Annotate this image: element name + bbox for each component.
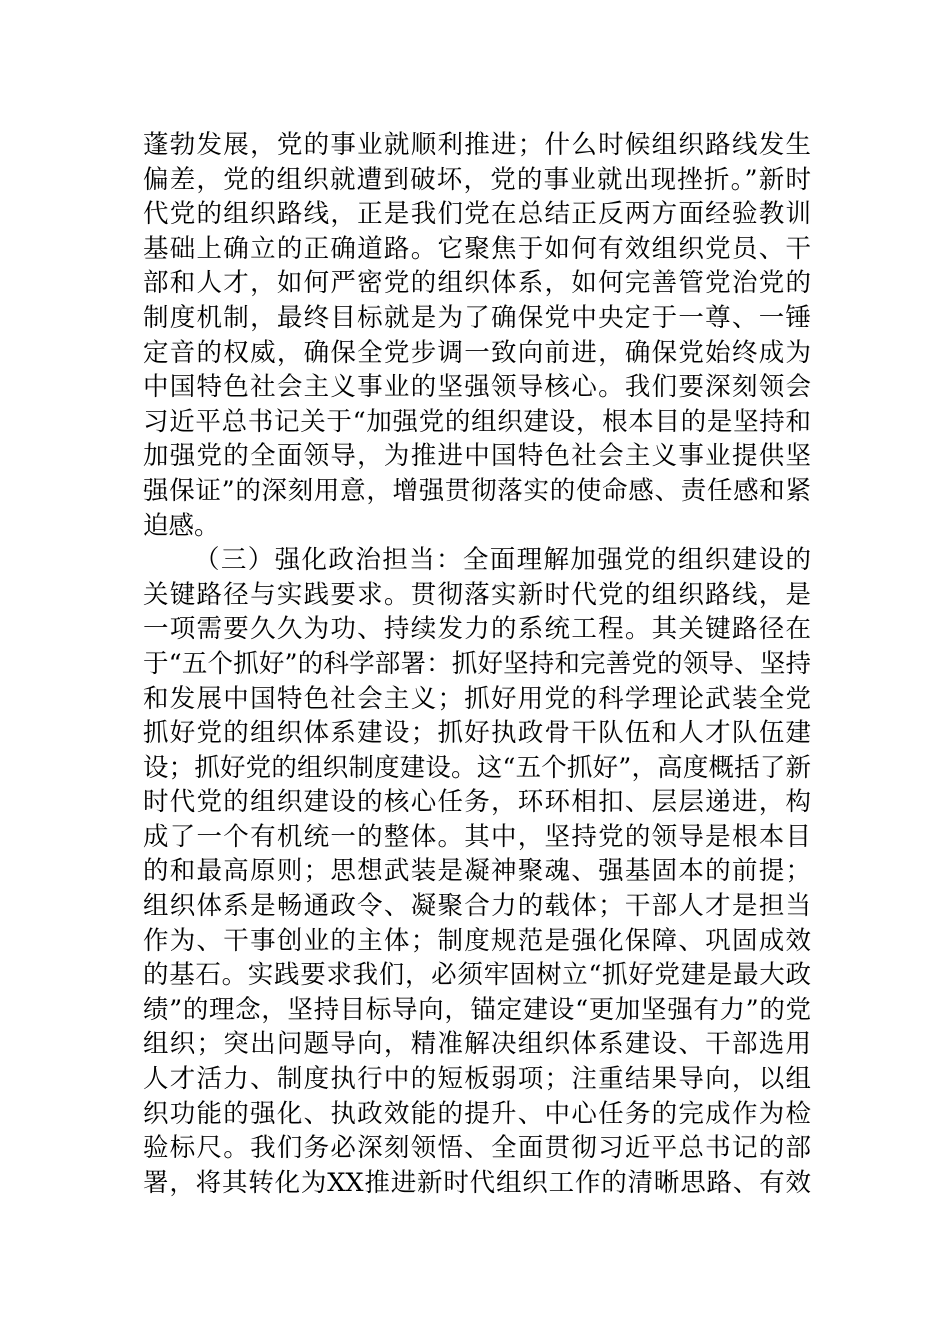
text-line: 署，将其转化为XX推进新时代组织工作的清晰思路、有效	[143, 1167, 811, 1198]
text-line: 代党的组织路线，正是我们党在总结正反两方面经验教训	[143, 199, 811, 230]
text-line: 成了一个有机统一的整体。其中，坚持党的领导是根本目	[143, 821, 811, 852]
text-line: 迫感。	[143, 510, 220, 541]
text-line: 抓好党的组织体系建设；抓好执政骨干队伍和人才队伍建	[143, 718, 811, 749]
text-line: 于“五个抓好”的科学部署：抓好坚持和完善党的领导、坚持	[143, 648, 811, 679]
text-line: 验标尺。我们务必深刻领悟、全面贯彻习近平总书记的部	[143, 1133, 811, 1164]
text-line: 制度机制，最终目标就是为了确保党中央定于一尊、一锤	[143, 302, 811, 333]
text-line: 的基石。实践要求我们，必须牢固树立“抓好党建是最大政	[143, 960, 811, 991]
text-line: 织功能的强化、执政效能的提升、中心任务的完成作为检	[143, 1098, 811, 1129]
text-line: 加强党的全面领导，为推进中国特色社会主义事业提供坚	[143, 441, 811, 472]
text-line: 的和最高原则；思想武装是凝神聚魂、强基固本的前提；	[143, 856, 811, 887]
text-line: 组织；突出问题导向，精准解决组织体系建设、干部选用	[143, 1029, 811, 1060]
text-line: 关键路径与实践要求。贯彻落实新时代党的组织路线，是	[143, 579, 811, 610]
text-line: 部和人才，如何严密党的组织体系，如何完善管党治党的	[143, 268, 811, 299]
text-line: 组织体系是畅通政令、凝聚合力的载体；干部人才是担当	[143, 891, 811, 922]
text-line: 人才活力、制度执行中的短板弱项；注重结果导向，以组	[143, 1064, 811, 1095]
text-line: 绩”的理念，坚持目标导向，锚定建设“更加坚强有力”的党	[143, 994, 811, 1025]
body-text	[143, 128, 811, 1200]
text-line: 中国特色社会主义事业的坚强领导核心。我们要深刻领会	[143, 372, 811, 403]
text-line: 定音的权威，确保全党步调一致向前进，确保党始终成为	[143, 337, 811, 368]
text-line: 作为、干事创业的主体；制度规范是强化保障、巩固成效	[143, 925, 811, 956]
text-line: 蓬勃发展，党的事业就顺利推进；什么时候组织路线发生	[143, 130, 811, 160]
text-line: 强保证”的深刻用意，增强贯彻落实的使命感、责任感和紧	[143, 475, 811, 506]
text-line: 时代党的组织建设的核心任务，环环相扣、层层递进，构	[143, 787, 811, 818]
section-heading-line: （三）强化政治担当：全面理解加强党的组织建设的	[194, 545, 811, 576]
text-line: 基础上确立的正确道路。它聚焦于如何有效组织党员、干	[143, 233, 811, 264]
text-line: 一项需要久久为功、持续发力的系统工程。其关键路径在	[143, 614, 811, 645]
text-line: 偏差，党的组织就遭到破坏，党的事业就出现挫折。”新时	[143, 164, 811, 195]
text-line: 设；抓好党的组织制度建设。这“五个抓好”，高度概括了新	[143, 752, 811, 783]
text-line: 和发展中国特色社会主义；抓好用党的科学理论武装全党	[143, 683, 811, 714]
text-line: 习近平总书记关于“加强党的组织建设，根本目的是坚持和	[143, 406, 811, 437]
